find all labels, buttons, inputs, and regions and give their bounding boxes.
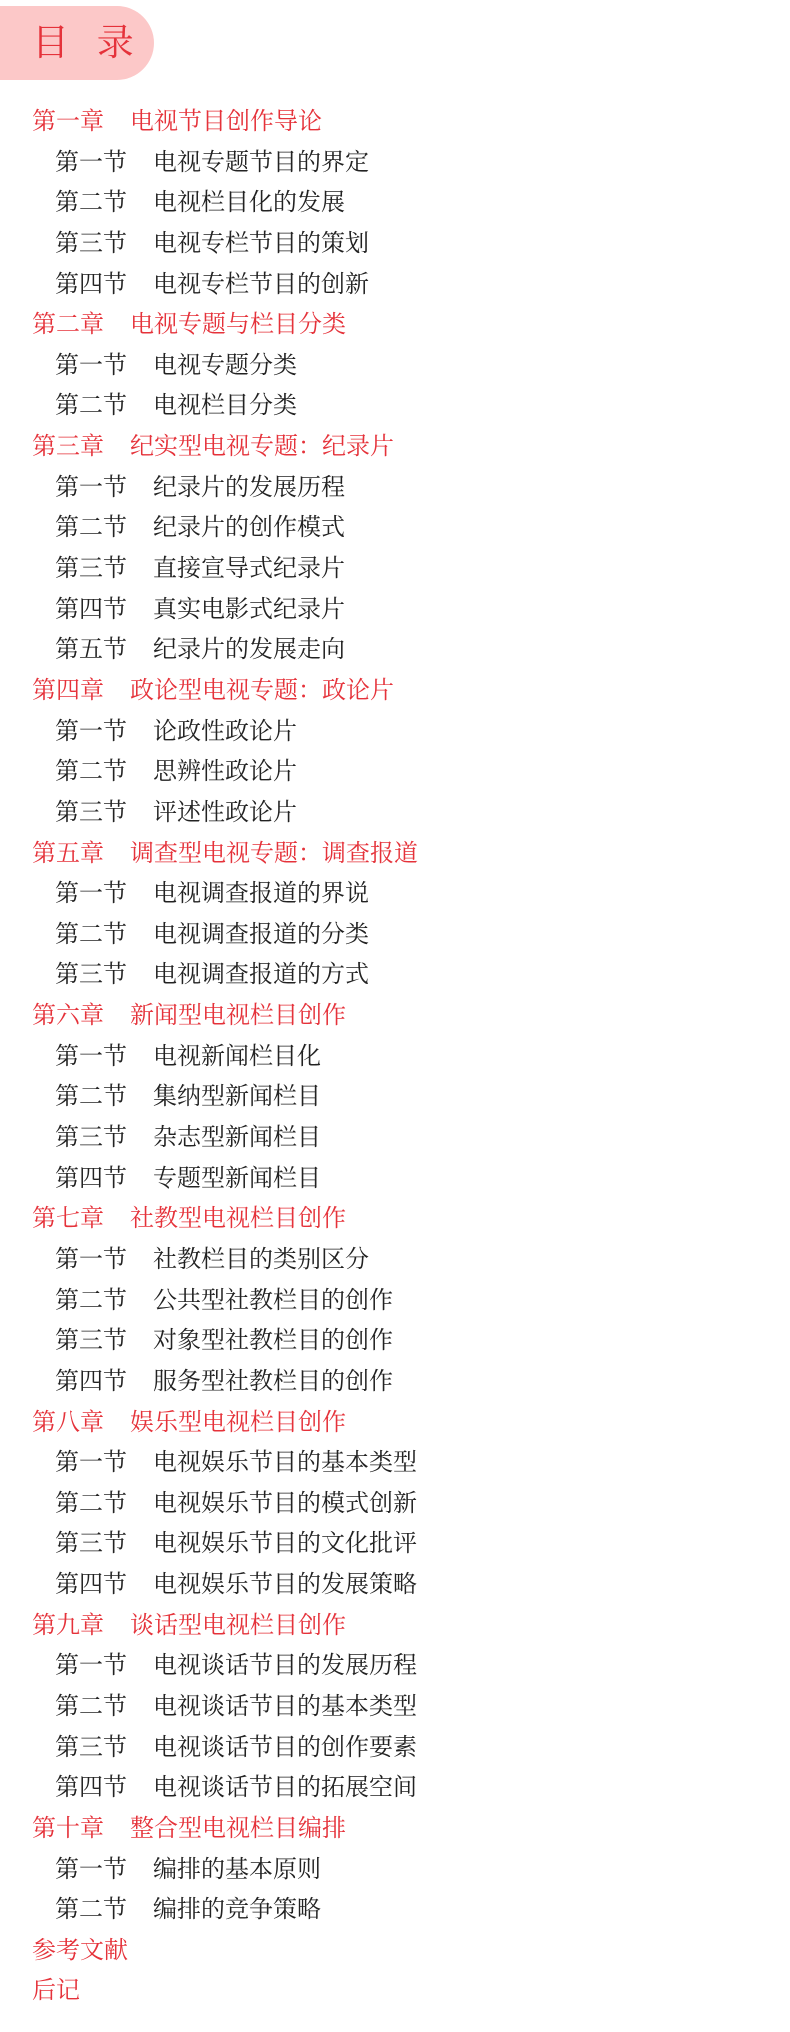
toc-entry-number: 第三章: [32, 432, 104, 461]
toc-entry-number: 第一节: [55, 472, 127, 501]
toc-entry-title: 电视专题节目的界定: [153, 147, 369, 176]
toc-entry-number: 第二节: [55, 513, 127, 542]
toc-entry-title: 对象型社教栏目的创作: [153, 1326, 393, 1355]
toc-entry-number: 第六章: [32, 1001, 104, 1030]
toc-entry-title: 专题型新闻栏目: [153, 1163, 321, 1192]
toc-entry-number: 第一节: [55, 1448, 127, 1477]
toc-entry-number: 第三节: [55, 554, 127, 583]
toc-entry-title: 整合型电视栏目编排: [130, 1813, 346, 1842]
toc-section-entry[interactable]: [0, 873, 790, 914]
toc-section-entry[interactable]: [0, 629, 790, 670]
toc-entry-number: 第四节: [55, 1163, 127, 1192]
toc-section-entry[interactable]: [0, 507, 790, 548]
toc-entry-number: 第二章: [32, 310, 104, 339]
toc-entry-title: 编排的竞争策略: [153, 1895, 321, 1924]
toc-section-entry[interactable]: [0, 589, 790, 630]
toc-entry-title: 思辨性政论片: [153, 757, 297, 786]
toc-entry-title: 杂志型新闻栏目: [153, 1123, 321, 1152]
toc-section-entry[interactable]: [0, 142, 790, 183]
toc-entry-number: 第三节: [55, 960, 127, 989]
toc-entry-number: 第二节: [55, 188, 127, 217]
toc-entry-title: 论政性政论片: [153, 716, 297, 745]
toc-entry-number: 第四节: [55, 594, 127, 623]
toc-entry-number: 第一节: [55, 147, 127, 176]
toc-entry-number: 第二节: [55, 1082, 127, 1111]
toc-chapter-entry[interactable]: [0, 1402, 790, 1443]
toc-chapter-entry[interactable]: [0, 833, 790, 874]
toc-chapter-entry[interactable]: [0, 101, 790, 142]
toc-entry-number: 第一节: [55, 1854, 127, 1883]
toc-entry-number: 第二节: [55, 919, 127, 948]
toc-section-entry[interactable]: [0, 914, 790, 955]
toc-section-entry[interactable]: [0, 1849, 790, 1890]
toc-entry-title: 政论型电视专题：政论片: [130, 675, 394, 704]
toc-entry-title: 电视谈话节目的拓展空间: [153, 1773, 417, 1802]
toc-entry-number: 第三节: [55, 1123, 127, 1152]
toc-list: [0, 101, 790, 2011]
toc-title: 目 录: [32, 21, 142, 64]
toc-entry-title: 评述性政论片: [153, 797, 297, 826]
toc-entry-title: 电视调查报道的界说: [153, 879, 369, 908]
toc-entry-number: 第五章: [32, 838, 104, 867]
toc-entry-number: 第八章: [32, 1407, 104, 1436]
toc-section-entry[interactable]: [0, 1727, 790, 1768]
toc-entry-number: 第四章: [32, 675, 104, 704]
toc-section-entry[interactable]: [0, 345, 790, 386]
toc-chapter-entry[interactable]: [0, 1808, 790, 1849]
toc-entry-title: 公共型社教栏目的创作: [153, 1285, 393, 1314]
toc-entry-title: 电视专题分类: [153, 350, 297, 379]
toc-section-entry[interactable]: [0, 954, 790, 995]
toc-entry-title: 电视调查报道的分类: [153, 919, 369, 948]
toc-section-entry[interactable]: [0, 1523, 790, 1564]
toc-chapter-entry[interactable]: [0, 426, 790, 467]
toc-chapter-entry[interactable]: [0, 1198, 790, 1239]
toc-entry-number: 第九章: [32, 1610, 104, 1639]
toc-chapter-entry[interactable]: [0, 670, 790, 711]
toc-entry-title: 电视谈话节目的创作要素: [153, 1732, 417, 1761]
toc-entry-title: 娱乐型电视栏目创作: [130, 1407, 346, 1436]
toc-entry-title: 真实电影式纪录片: [153, 594, 345, 623]
toc-entry-title: 电视娱乐节目的文化批评: [153, 1529, 417, 1558]
toc-entry-number: 第一节: [55, 1651, 127, 1680]
toc-section-entry[interactable]: [0, 751, 790, 792]
toc-entry-number: 第二节: [55, 1488, 127, 1517]
toc-section-entry[interactable]: [0, 264, 790, 305]
toc-section-entry[interactable]: [0, 1076, 790, 1117]
toc-entry-number: 第二节: [55, 1285, 127, 1314]
toc-section-entry[interactable]: [0, 1280, 790, 1321]
toc-entry-title: 电视娱乐节目的发展策略: [153, 1570, 417, 1599]
toc-entry-number: 第一节: [55, 1244, 127, 1273]
toc-entry-number: 第五节: [55, 635, 127, 664]
toc-chapter-entry[interactable]: [0, 304, 790, 345]
toc-section-entry[interactable]: [0, 1442, 790, 1483]
toc-entry-number: 第二节: [55, 757, 127, 786]
toc-entry-title: 服务型社教栏目的创作: [153, 1366, 393, 1395]
toc-entry-number: 第十章: [32, 1813, 104, 1842]
toc-section-entry[interactable]: [0, 1117, 790, 1158]
toc-entry-title: 后记: [32, 1976, 80, 2005]
toc-section-entry[interactable]: [0, 1483, 790, 1524]
toc-section-entry[interactable]: [0, 1036, 790, 1077]
toc-section-entry[interactable]: [0, 467, 790, 508]
toc-entry-title: 参考文献: [32, 1935, 128, 1964]
toc-backmatter-entry[interactable]: [0, 1930, 790, 1971]
toc-entry-number: 第一章: [32, 107, 104, 135]
toc-section-entry[interactable]: [0, 1889, 790, 1930]
toc-entry-number: 第二节: [55, 1691, 127, 1720]
toc-section-entry[interactable]: [0, 1686, 790, 1727]
toc-chapter-entry[interactable]: [0, 1605, 790, 1646]
toc-entry-title: 编排的基本原则: [153, 1854, 321, 1883]
toc-entry-title: 调查型电视专题：调查报道: [130, 838, 418, 867]
toc-entry-title: 电视谈话节目的发展历程: [153, 1651, 417, 1680]
toc-entry-number: 第四节: [55, 1773, 127, 1802]
toc-entry-title: 集纳型新闻栏目: [153, 1082, 321, 1111]
toc-section-entry[interactable]: [0, 792, 790, 833]
toc-entry-title: 新闻型电视栏目创作: [130, 1001, 346, 1030]
toc-entry-title: 谈话型电视栏目创作: [130, 1610, 346, 1639]
toc-entry-title: 电视调查报道的方式: [153, 960, 369, 989]
toc-section-entry[interactable]: [0, 1767, 790, 1808]
toc-backmatter-entry[interactable]: [0, 1970, 790, 2011]
toc-entry-number: 第四节: [55, 1570, 127, 1599]
toc-section-entry[interactable]: [0, 223, 790, 264]
toc-section-entry[interactable]: [0, 1361, 790, 1402]
toc-entry-title: 社教型电视栏目创作: [130, 1204, 346, 1233]
toc-entry-title: 电视专栏节目的策划: [153, 228, 369, 257]
toc-chapter-entry[interactable]: [0, 995, 790, 1036]
toc-section-entry[interactable]: [0, 1564, 790, 1605]
toc-section-entry[interactable]: [0, 182, 790, 223]
toc-entry-number: 第三节: [55, 1732, 127, 1761]
toc-entry-number: 第四节: [55, 269, 127, 298]
toc-section-entry[interactable]: [0, 1158, 790, 1199]
toc-entry-number: 第一节: [55, 350, 127, 379]
toc-entry-number: 第三节: [55, 228, 127, 257]
toc-section-entry[interactable]: [0, 1645, 790, 1686]
toc-section-entry[interactable]: [0, 385, 790, 426]
toc-section-entry[interactable]: [0, 1320, 790, 1361]
toc-entry-title: 电视新闻栏目化: [153, 1041, 321, 1070]
toc-entry-title: 社教栏目的类别区分: [153, 1244, 369, 1273]
toc-entry-title: 纪录片的发展走向: [153, 635, 345, 664]
toc-entry-number: 第三节: [55, 1529, 127, 1558]
toc-header-banner: [0, 6, 154, 80]
toc-entry-title: 电视专栏节目的创新: [153, 269, 369, 298]
toc-section-entry[interactable]: [0, 711, 790, 752]
toc-entry-number: 第二节: [55, 391, 127, 420]
toc-entry-title: 纪录片的发展历程: [153, 472, 345, 501]
toc-entry-title: 电视专题与栏目分类: [130, 310, 346, 339]
toc-entry-title: 纪录片的创作模式: [153, 513, 345, 542]
toc-entry-title: 电视栏目化的发展: [153, 188, 345, 217]
toc-section-entry[interactable]: [0, 1239, 790, 1280]
toc-entry-title: 电视娱乐节目的基本类型: [153, 1448, 417, 1477]
toc-entry-number: 第二节: [55, 1895, 127, 1924]
toc-entry-number: 第三节: [55, 797, 127, 826]
toc-entry-title: 纪实型电视专题：纪录片: [130, 432, 394, 461]
toc-entry-title: 电视谈话节目的基本类型: [153, 1691, 417, 1720]
toc-entry-number: 第一节: [55, 1041, 127, 1070]
toc-entry-number: 第一节: [55, 879, 127, 908]
toc-entry-number: 第三节: [55, 1326, 127, 1355]
toc-section-entry[interactable]: [0, 548, 790, 589]
toc-entry-title: 电视栏目分类: [153, 391, 297, 420]
toc-entry-number: 第一节: [55, 716, 127, 745]
toc-entry-number: 第七章: [32, 1204, 104, 1233]
toc-entry-title: 电视节目创作导论: [130, 107, 322, 135]
toc-entry-title: 直接宣导式纪录片: [153, 554, 345, 583]
toc-entry-title: 电视娱乐节目的模式创新: [153, 1488, 417, 1517]
toc-entry-number: 第四节: [55, 1366, 127, 1395]
